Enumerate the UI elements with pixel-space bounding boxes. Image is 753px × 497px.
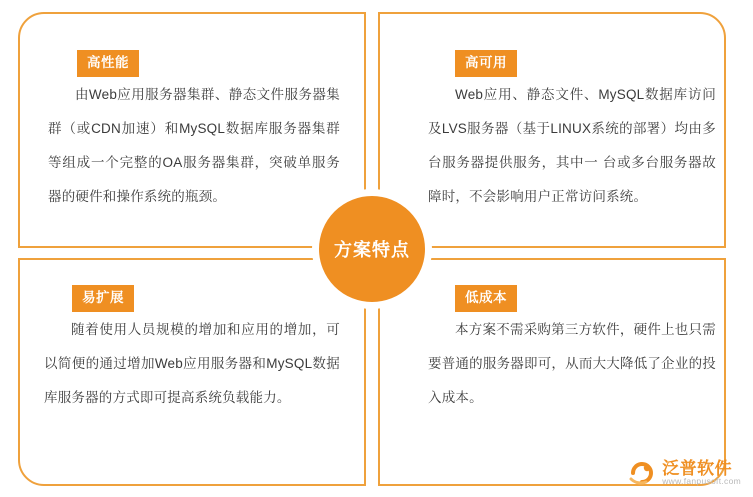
center-hub	[312, 189, 432, 309]
text-easy-scalability: 随着使用人员规模的增加和应用的增加，可以简便的通过增加Web应用服务器和MySQL数据库服务器的方式即可提高系统负载能力。	[44, 322, 340, 405]
brand-mark-icon	[628, 459, 656, 487]
badge-easy-scalability: 易扩展	[72, 285, 134, 312]
brand-url: www.fanpusoft.com	[662, 476, 741, 487]
text-low-cost: 本方案不需采购第三方软件，硬件上也只需要普通的服务器即可，从而大大降低了企业的投入成本。	[428, 322, 716, 405]
badge-high-performance: 高性能	[77, 50, 139, 77]
center-hub-label: 方案特点	[334, 240, 410, 260]
brand-text	[662, 460, 741, 487]
brand-logo	[628, 459, 741, 487]
text-high-performance: 由Web应用服务器集群、静态文件服务器集群（或CDN加速）和MySQL数据库服务器集群等组成一个完整的OA服务器集群，突破单服务器的硬件和操作系统的瓶颈。	[48, 87, 340, 204]
text-high-availability: Web应用、静态文件、MySQL数据库访问及LVS服务器（基于LINUX系统的部署）均由多台服务器提供服务，其中一 台或多台服务器故障时，不会影响用户正常访问系统。	[428, 87, 716, 204]
badge-high-availability: 高可用	[455, 50, 517, 77]
badge-low-cost: 低成本	[455, 285, 517, 312]
brand-name: 泛普软件	[662, 458, 733, 478]
